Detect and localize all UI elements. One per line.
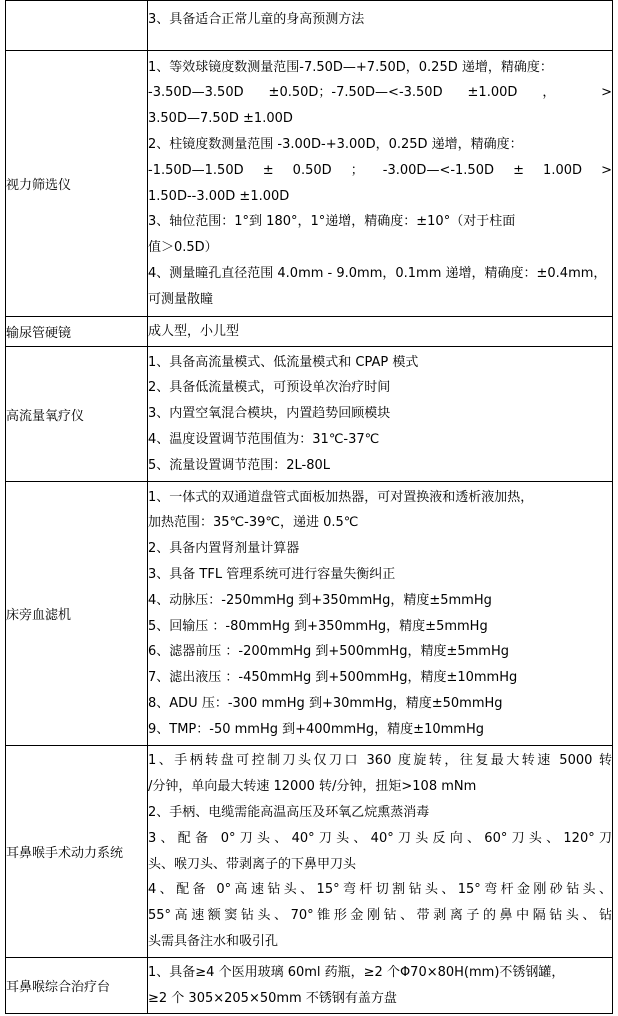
item-name-cell: 输尿管硬镜 [6, 317, 148, 347]
spec-line: 成人型，小儿型 [148, 323, 240, 339]
spec-cell [148, 746, 613, 958]
spec-line: 6、滤器前压 ：-200mmHg 到+500mmHg，精度±5mmHg [148, 644, 509, 660]
spec-cell [148, 958, 613, 1014]
spec-line: 8、ADU 压：-300 mmHg 到+30mmHg，精度±50mmHg [148, 695, 503, 711]
spec-line: /分钟，单向最大转速 12000 转/分钟，扭矩>108 mNm [148, 779, 477, 795]
item-name-cell [6, 1, 148, 51]
spec-cell [148, 317, 613, 347]
spec-line: 1.50D--3.00D ±1.00D [148, 188, 290, 204]
table-row [6, 958, 613, 1014]
spec-line: 1、等效球镜度数测量范围-7.50D—+7.50D，0.25D 递增，精确度： [148, 59, 553, 75]
spec-line: 9、TMP：-50 mmHg 到+400mmHg，精度±10mmHg [148, 721, 484, 737]
item-name-cell: 高流量氧疗仪 [6, 347, 148, 482]
spec-line: 加热范围：35℃-39℃，递进 0.5℃ [148, 515, 359, 531]
spec-line: 1、一体式的双通道盘管式面板加热器，可对置换液和透析液加热， [148, 489, 534, 505]
spec-line: 1、具备高流量模式、低流量模式和 CPAP 模式 [148, 354, 419, 370]
spec-line: 可测量散瞳 [148, 291, 214, 307]
spec-line: 头需具备注水和吸引孔 [148, 933, 279, 949]
spec-line: 1、具备≥4 个医用玻璃 60ml 药瓶，≥2 个Φ70×80H(mm)不锈钢罐， [148, 964, 565, 980]
spec-line: 2、柱镜度数测量范围 -3.00D-+3.00D，0.25D 递增，精确度： [148, 136, 523, 152]
spec-line: 3、内置空氧混合模块，内置趋势回顾模块 [148, 406, 391, 422]
spec-line: 2、具备低流量模式，可预设单次治疗时间 [148, 380, 391, 396]
spec-cell [148, 1, 613, 51]
item-name-cell: 床旁血滤机 [6, 482, 148, 746]
spec-line: 5、回输压 ：-80mmHg 到+350mmHg，精度±5mmHg [148, 618, 488, 634]
table-row [6, 746, 613, 958]
spec-table [5, 0, 613, 1014]
spec-cell [148, 347, 613, 482]
spec-line: 1、手柄转盘可控制刀头仅刀口 360 度旋转，往复最大转速 5000 转 [148, 753, 612, 769]
spec-line: 3.50D—7.50D ±1.00D [148, 111, 293, 127]
spec-cell [148, 51, 613, 317]
table-row [6, 1, 613, 51]
spec-line: 3、轴位范围：1°到 180°，1°递增，精确度：±10°（对于柱面 [148, 214, 516, 230]
spec-line: 2、手柄、电缆需能高温高压及环氧乙烷熏蒸消毒 [148, 804, 430, 820]
table-row [6, 347, 613, 482]
spec-line: 2、具备内置肾剂量计算器 [148, 541, 300, 557]
spec-line: 值＞0.5D） [148, 240, 218, 256]
item-name-cell: 耳鼻喉手术动力系统 [6, 746, 148, 958]
spec-line: 头、喉刀头、带剥离子的下鼻甲刀头 [148, 856, 357, 872]
spec-cell [148, 482, 613, 746]
spec-line: 55°高速额窦钻头、70°锥形金刚钻、带剥离子的鼻中隔钻头、钻 [148, 908, 612, 924]
table-row [6, 482, 613, 746]
spec-line: -1.50D—1.50D ± 0.50D ； -3.00D—<-1.50D ± 1.00D > [148, 162, 612, 178]
spec-line: 3、具备 TFL 管理系统可进行容量失衡纠正 [148, 566, 396, 582]
spec-line: 7、滤出液压 ：-450mmHg 到+500mmHg，精度±10mmHg [148, 670, 518, 686]
item-name-cell: 耳鼻喉综合治疗台 [6, 958, 148, 1014]
spec-line: 4、温度设置调节范围值为：31℃-37℃ [148, 431, 380, 447]
spec-line: 4、配备 0°高速钻头、15°弯杆切割钻头、15°弯杆金刚砂钻头、 [148, 882, 612, 898]
table-row [6, 317, 613, 347]
spec-line: 5、流量设置调节范围：2L-80L [148, 457, 331, 473]
spec-line: 4、测量瞳孔直径范围 4.0mm - 9.0mm，0.1mm 递增，精确度：±0.4mm， [148, 265, 607, 281]
spec-line: ≥2 个 305×205×50mm 不锈钢有盖方盘 [148, 990, 397, 1006]
spec-line: 4、动脉压：-250mmHg 到+350mmHg，精度±5mmHg [148, 592, 492, 608]
table-row [6, 51, 613, 317]
item-name-cell: 视力筛选仪 [6, 51, 148, 317]
spec-line: 3、配备 0°刀头、40°刀头、40°刀头反向、60°刀头、120°刀 [148, 830, 612, 846]
spec-line: 3、具备适合正常儿童的身高预测方法 [148, 12, 365, 27]
spec-line: -3.50D—3.50D ±0.50D；-7.50D—<-3.50D ±1.00D ， > [148, 85, 612, 101]
